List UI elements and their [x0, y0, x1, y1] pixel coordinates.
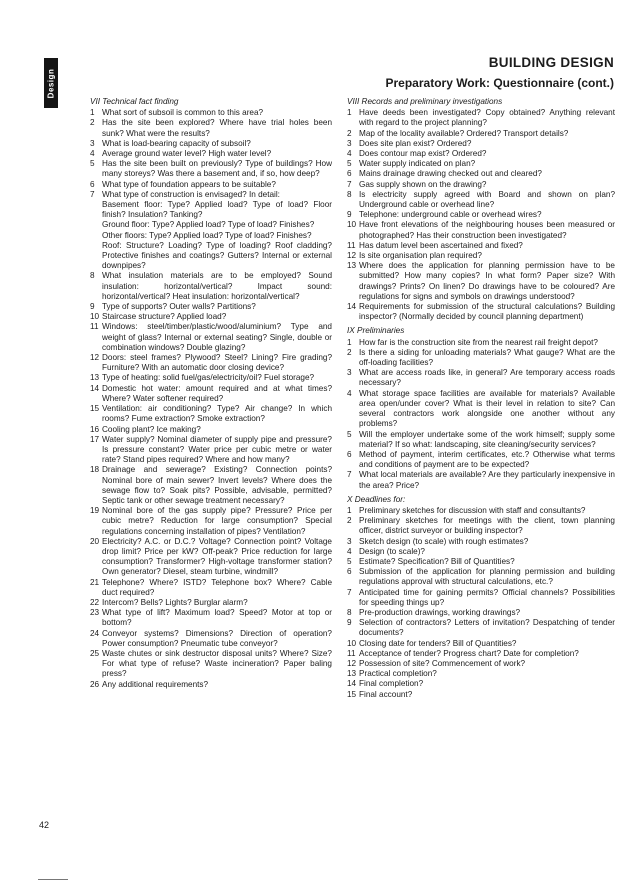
question-number: 15: [347, 689, 357, 699]
question-number: 7: [347, 587, 352, 597]
question-text: Will the employer undertake some of the work himself; supply some material? If so what: landscaping, site cleaning/security services?: [359, 429, 615, 449]
question-item: [347, 129, 615, 139]
question-item: [347, 659, 615, 669]
question-item: [347, 588, 615, 608]
question-item: [347, 430, 615, 450]
question-text: Map of the locality available? Ordered? Transport details?: [359, 128, 569, 138]
question-number: 17: [90, 434, 100, 444]
question-text: Windows: steel/timber/plastic/wood/aluminium? Type and weight of glass? Internal or external seating? Single, double or combination windows? Double glazing?: [102, 322, 332, 352]
question-list: [347, 338, 615, 491]
question-number: 2: [347, 516, 352, 526]
question-number: 7: [347, 179, 352, 189]
question-text: Requirements for submission of the structural calculations? Building inspector? (Normally decided by council planning department): [359, 302, 615, 322]
question-number: 7: [90, 189, 95, 199]
question-item: [90, 149, 332, 159]
question-item: [90, 322, 332, 353]
question-number: 23: [90, 608, 100, 618]
question-number: 5: [347, 429, 352, 439]
question-text: Method of payment, interim certificates, etc.? Otherwise what terms and conditions of payment are to be expected?: [359, 449, 615, 470]
question-text: How far is the construction site from the nearest rail freight depot?: [359, 337, 598, 347]
question-text: What type of lift? Maximum load? Speed? Motor at top or bottom?: [102, 608, 332, 628]
question-number: 9: [347, 210, 352, 220]
question-text: What type of foundation appears to be suitable?: [102, 179, 276, 189]
question-item: [90, 598, 332, 608]
question-list: [347, 108, 615, 322]
question-item: [347, 149, 615, 159]
footer-rule: [38, 879, 68, 880]
question-item: [90, 118, 332, 138]
question-text: Preliminary sketches for discussion with staff and consultants?: [359, 505, 586, 515]
question-number: 15: [90, 404, 100, 414]
question-item: [347, 139, 615, 149]
question-item: [90, 629, 332, 649]
question-number: 12: [90, 353, 100, 363]
question-item: [90, 373, 332, 383]
question-text: Telephone: underground cable or overhead wires?: [359, 210, 542, 220]
question-item: [90, 312, 332, 322]
question-item: [347, 450, 615, 470]
question-text: What are access roads like, in general? Are temporary access roads necessary?: [359, 368, 615, 388]
question-detail: Roof: Structure? Loading? Type of loading? Roof cladding? Protective finishes and coatings? Gutters? Internal or external downpipes?: [102, 240, 332, 271]
question-text: Domestic hot water: amount required and at what times? Where? Water softener required?: [102, 383, 332, 403]
question-item: [90, 608, 332, 628]
question-item: [347, 516, 615, 536]
question-number: 11: [90, 322, 99, 332]
question-number: 22: [90, 597, 100, 607]
question-item: [347, 470, 615, 490]
question-item: [90, 578, 332, 598]
question-text: What sort of subsoil is common to this area?: [102, 108, 264, 118]
question-text: Ventilation: air conditioning? Type? Air change? In which rooms? Fume extraction? Smoke extraction?: [102, 404, 332, 424]
question-item: [347, 251, 615, 261]
question-text: Have front elevations of the neighbouring houses been measured or photographed? Has their construction been investigated?: [359, 220, 615, 240]
question-text: Mains drainage drawing checked out and cleared?: [359, 169, 542, 179]
question-number: 26: [90, 679, 100, 689]
question-item: [90, 680, 332, 690]
question-number: 2: [347, 128, 352, 138]
question-item: [90, 180, 332, 190]
question-item: [347, 159, 615, 169]
question-number: 4: [347, 388, 352, 398]
question-number: 10: [90, 312, 100, 322]
question-text: What type of construction is envisaged? In detail:: [102, 189, 280, 199]
page-subtitle: Preparatory Work: Questionnaire (cont.): [385, 76, 614, 90]
question-number: 11: [347, 240, 356, 250]
question-number: 4: [90, 149, 95, 159]
question-detail: Basement floor: Type? Applied load? Type of load? Floor finish? Insulation? Tanking?: [102, 200, 332, 220]
question-text: Preliminary sketches for meetings with the client, town planning officer, district surveyor or building inspector?: [359, 516, 615, 536]
question-text: Conveyor systems? Dimensions? Direction of operation? Power consumption? Pneumatic tube conveyor?: [102, 628, 332, 648]
question-number: 3: [90, 138, 95, 148]
question-text: Possession of site? Commencement of work?: [359, 658, 526, 668]
question-text: Design (to scale)?: [359, 546, 425, 556]
section-heading: IX Preliminaries: [347, 326, 405, 336]
question-text: Selection of contractors? Letters of invitation? Despatching of tender documents?: [359, 618, 615, 638]
question-number: 25: [90, 648, 100, 658]
question-text: Estimate? Specification? Bill of Quantities?: [359, 556, 515, 566]
section-tab-label: Design: [46, 68, 56, 98]
question-number: 1: [347, 505, 352, 515]
question-item: [347, 567, 615, 587]
question-text: Has the site been explored? Where have trial holes been sunk? What were the results?: [102, 118, 332, 138]
question-number: 1: [347, 337, 352, 347]
section-heading: VIII Records and preliminary investigations: [347, 97, 503, 106]
question-number: 6: [90, 179, 95, 189]
question-item: [90, 465, 332, 506]
question-number: 10: [347, 220, 357, 230]
question-number: 1: [347, 108, 352, 118]
question-text: Closing date for tenders? Bill of Quantities?: [359, 638, 517, 648]
question-text: Acceptance of tender? Progress chart? Date for completion?: [359, 648, 579, 658]
question-item: [90, 384, 332, 404]
question-text: Water supply indicated on plan?: [359, 159, 476, 169]
question-number: 13: [90, 373, 100, 383]
question-number: 5: [347, 159, 352, 169]
question-text: What storage space facilities are available for materials? Available area open/under cover? What is their level in relation to site? Can several contractors work alongside one another without any problems?: [359, 388, 615, 429]
question-text: Cooling plant? Ice making?: [102, 424, 201, 434]
question-number: 20: [90, 536, 100, 546]
question-number: 13: [347, 261, 357, 271]
question-number: 9: [347, 618, 352, 628]
question-number: 4: [347, 546, 352, 556]
question-item: [90, 190, 332, 200]
question-text: Final completion?: [359, 679, 424, 689]
question-text: Doors: steel frames? Plywood? Steel? Lining? Fire grading? Furniture? With an automatic door closing device?: [102, 353, 332, 373]
question-text: Does site plan exist? Ordered?: [359, 138, 472, 148]
question-number: 4: [347, 149, 352, 159]
question-item: [347, 690, 615, 700]
question-number: 14: [347, 679, 357, 689]
question-number: 8: [347, 189, 352, 199]
question-item: [347, 368, 615, 388]
question-number: 10: [347, 638, 357, 648]
question-text: Submission of the application for planning permission and building regulations approval with structural calculations, etc.?: [359, 567, 615, 587]
question-number: 9: [90, 302, 95, 312]
question-text: Is there a siding for unloading materials? What gauge? What are the off-loading facilities?: [359, 347, 615, 368]
question-number: 3: [347, 138, 352, 148]
page-title: BUILDING DESIGN: [488, 55, 614, 70]
question-text: Staircase structure? Applied load?: [102, 312, 227, 322]
question-detail: Other floors: Type? Applied load? Type of load? Finishes?: [102, 230, 312, 240]
question-text: Average ground water level? High water level?: [102, 149, 272, 159]
question-item: [347, 180, 615, 190]
question-text: Intercom? Bells? Lights? Burglar alarm?: [102, 597, 248, 607]
question-text: What is load-bearing capacity of subsoil?: [102, 138, 251, 148]
question-number: 2: [90, 118, 95, 128]
question-number: 12: [347, 658, 357, 668]
question-item: [90, 404, 332, 424]
question-text: What insulation materials are to be employed? Sound insulation: horizontal/vertical? Impact sound: horizontal/vertical? Heat insulation: horizontal/vertical?: [102, 271, 332, 301]
question-number: 6: [347, 449, 352, 459]
question-text: Pre-production drawings, working drawings?: [359, 607, 521, 617]
question-list: [90, 108, 332, 690]
section-tab: [44, 58, 58, 108]
question-number: 1: [90, 108, 95, 118]
question-text: Where does the application for planning permission have to be submitted? How many copies? In what form? Paper size? With drawings? Prints? On linen? Do drawings have to be coloured? Are regulations for signs and symbols on drawings understood?: [359, 261, 615, 301]
question-text: Does contour map exist? Ordered?: [359, 149, 487, 159]
question-item: [347, 649, 615, 659]
question-item: [90, 649, 332, 680]
question-item: [90, 425, 332, 435]
question-item: [90, 159, 332, 179]
question-number: 14: [90, 383, 100, 393]
question-text: Has the site been built on previously? Type of buildings? How many storeys? Was there a basement and, if so, how deep?: [102, 159, 332, 179]
right-column: [347, 97, 615, 700]
question-item: [347, 547, 615, 557]
question-item: [347, 220, 615, 240]
question-number: 6: [347, 567, 352, 577]
question-item: [347, 557, 615, 567]
question-item: [90, 353, 332, 373]
question-text: Gas supply shown on the drawing?: [359, 179, 487, 189]
question-number: 19: [90, 506, 100, 516]
question-number: 16: [90, 424, 100, 434]
question-text: Practical completion?: [359, 669, 437, 679]
question-item: [347, 669, 615, 679]
question-number: 5: [90, 159, 95, 169]
question-item: [90, 537, 332, 578]
question-item: [347, 338, 615, 348]
question-number: 3: [347, 536, 352, 546]
question-item: [90, 271, 332, 302]
question-item: [347, 639, 615, 649]
question-text: Has datum level been ascertained and fixed?: [359, 240, 523, 250]
question-item: [347, 108, 615, 128]
question-item: [90, 302, 332, 312]
question-number: 24: [90, 628, 100, 638]
question-item: [90, 139, 332, 149]
question-number: 2: [347, 347, 352, 357]
question-item: [347, 190, 615, 210]
section-heading: VII Technical fact finding: [90, 97, 179, 106]
question-text: Any additional requirements?: [102, 679, 209, 689]
question-number: 3: [347, 368, 352, 378]
question-item: [347, 241, 615, 251]
question-item: [90, 506, 332, 537]
question-text: Anticipated time for gaining permits? Official channels? Possibilities for speeding things up?: [359, 587, 615, 607]
question-item: [347, 618, 615, 638]
question-item: [347, 302, 615, 322]
question-text: What local materials are available? Are they particularly inexpensive in the area? Price?: [359, 470, 615, 490]
question-text: Nominal bore of the gas supply pipe? Pressure? Price per cubic metre? Reduction for large consumption? Special regulations concerning installation of pipes? Ventilation?: [102, 506, 332, 536]
question-item: [90, 108, 332, 118]
question-text: Drainage and sewerage? Existing? Connection points? Nominal bore of main sewer? Invert levels? Where does the sewage flow to? Soak pits? Possible, advisable, permitted? Septic tank or other sewage treatment necessary?: [102, 465, 332, 505]
question-text: Telephone? Where? ISTD? Telephone box? Where? Cable duct required?: [102, 577, 332, 597]
question-item: [347, 210, 615, 220]
question-text: Electricity? A.C. or D.C.? Voltage? Connection point? Voltage drop limit? Price per kW? Off-peak? Price reduction for large consumption? Transformer? High-voltage transformer station? Own generator? Diesel, steam turbine, windmill?: [102, 536, 332, 577]
question-number: 6: [347, 169, 352, 179]
question-item: [347, 537, 615, 547]
page-number: 42: [39, 820, 50, 830]
question-item: [347, 348, 615, 368]
question-number: 11: [347, 648, 356, 658]
question-item: [90, 435, 332, 466]
question-number: 14: [347, 302, 357, 312]
question-item: [347, 389, 615, 430]
question-text: Water supply? Nominal diameter of supply pipe and pressure? Is pressure constant? Water price per cubic metre or water rate? Stand pipes required? Where and how many?: [102, 434, 332, 465]
question-number: 7: [347, 470, 352, 480]
question-text: Is site organisation plan required?: [359, 251, 482, 261]
section-heading: X Deadlines for:: [347, 494, 406, 504]
question-number: 8: [347, 607, 352, 617]
question-text: Sketch design (to scale) with rough estimates?: [359, 536, 529, 546]
question-text: Type of supports? Outer walls? Partitions?: [102, 302, 256, 312]
question-text: Have deeds been investigated? Copy obtained? Anything relevant with regard to the project planning?: [359, 108, 615, 128]
question-text: Waste chutes or sink destructor disposal units? Where? Size? For what type of refuse? Waste incineration? Paper baling press?: [102, 648, 332, 679]
question-number: 18: [90, 465, 100, 475]
question-number: 8: [90, 271, 95, 281]
question-number: 13: [347, 669, 357, 679]
question-text: Is electricity supply agreed with Board and shown on plan? Underground cable or overhead line?: [359, 189, 615, 210]
question-item: [347, 679, 615, 689]
question-item: [347, 261, 615, 302]
left-column: [90, 97, 332, 690]
question-detail: Ground floor: Type? Applied load? Type of load? Finishes?: [102, 220, 315, 230]
question-item: [347, 169, 615, 179]
question-item: [347, 506, 615, 516]
question-item: [347, 608, 615, 618]
question-number: 12: [347, 251, 357, 261]
question-text: Type of heating: solid fuel/gas/electricity/oil? Fuel storage?: [102, 373, 315, 383]
question-text: Final account?: [359, 689, 413, 699]
question-number: 5: [347, 556, 352, 566]
question-number: 21: [90, 577, 100, 587]
question-list: [347, 506, 615, 700]
